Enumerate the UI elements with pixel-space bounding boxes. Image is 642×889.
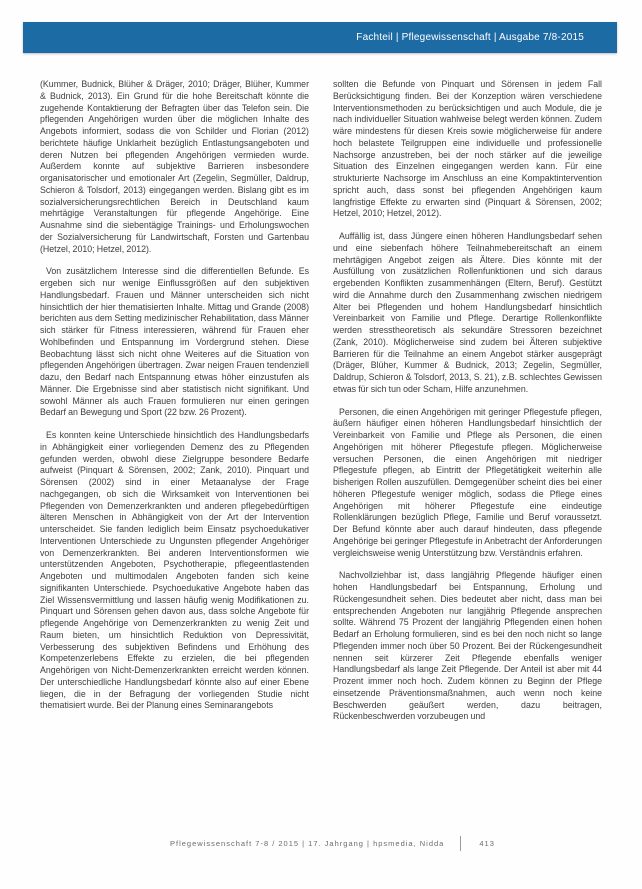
page-footer (170, 836, 495, 851)
text-column-right (333, 79, 602, 734)
paragraph: (Kummer, Budnick, Blüher & Dräger, 2010; Dräger, Blüher, Kummer & Budnick, 2013). Ein Grund für die hohe Bereitschaft könnte die zugehende Kontaktierung der Befragten über das Telefon sein. Die pflegenden Angehörigen wurden über die möglichen Inhalte des Angebots informiert, sodass die von Schilder und Florian (2012) berichtete häufige Unklarheit bezüglich Entlastungsangeboten und deren Nutzen bei pflegenden Angehörigen vermieden wurde. Außerdem konnte auf subjektive Barrieren insbesondere organisatorischer und emotionaler Art (Zegelin, Segmüller, Daldrup, Schieron & Tolsdorf, 2013) eingegangen werden. Bislang gibt es im sozialversicherungsrechtlichen Bereich in Deutschland kaum mehrtägige Veranstaltungen für pflegende Angehörige. Eine Ausnahme sind die siebentägige Trainings- und Erholungswochen der Sozialversicherung für Landwirtschaft, Forsten und Gartenbau (Hetzel, 2010; Hetzel, 2012). (40, 79, 309, 254)
header-bar (23, 22, 617, 53)
paragraph: Von zusätzlichem Interesse sind die differentiellen Befunde. Es ergeben sich nur wenige Einflussgrößen auf den subjektiven Handlungsbedarf. Frauen und Männer unterscheiden sich nicht hinsichtlich der hier thematisierten Inhalte. Mittag und Grande (2008) berichten aus dem Setting medizinischer Rehabilitation, dass Männer sich stärker für Fitness interessieren, während für Frauen eher Wohlbefinden und Entspannung im Vordergrund stehen. Diese Beobachtung lässt sich nicht ohne Weiteres auf die Situation von pflegenden Angehörigen übertragen. Zwar neigen Frauen tendenziell dazu, den Bedarf nach Entspannung etwas höher einzustufen als Männer. Die Ergebnisse sind aber statistisch nicht signifikant. Und sowohl Männer als auch Frauen formulieren nur einen geringen Bedarf an Bewegung und Sport (22 bzw. 26 Prozent). (40, 266, 309, 418)
paragraph: Auffällig ist, dass Jüngere einen höheren Handlungsbedarf sehen und eine siebenfach höhere Teilnahmebereitschaft an einem mehrtägigen Angebot zeigen als Ältere. Dies könnte mit der Ausfüllung von zusätzlichen Rollenfunktionen und sich daraus ergebenden Konflikten zusammenhängen (Eltern, Beruf). Gestützt wird die Annahme durch den Zusammenhang zwischen niedrigem Alter bei Pflegenden und hohem Handlungsbedarf hinsichtlich Vereinbarkeit von Familie und Pflege. Derartige Rollenkonflikte werden stresstheoretisch als sekundäre Stressoren bezeichnet (Zank, 2010). Möglicherweise sind zudem bei Älteren subjektive Barrieren für die Teilnahme an einem Angebot stärker ausgeprägt (Dräger, Blüher, Kummer & Budnick, 2013; Zegelin, Segmüller, Daldrup, Schieron & Tolsdorf, 2013, S. 21), z.B. schlechtes Gewissen etwas für sich tun oder Scham, Hilfe anzunehmen. (333, 231, 602, 394)
text-column-left (40, 79, 309, 734)
paragraph: Es konnten keine Unterschiede hinsichtlich des Handlungsbedarfs in Abhängigkeit einer vorliegenden Demenz des zu Pflegenden gefunden werden, obwohl diese Zielgruppe besondere Bedarfe aufweist (Pinquart & Sörensen, 2002; Zank, 2010). Pinquart und Sörensen (2002) sind in einer Metaanalyse der Frage nachgegangen, ob sich die Wirksamkeit von Interventionen bei Pflegenden von Demenzerkrankten und anderen pflegebedürftigen älteren Menschen in Abhängigkeit von der Art der Intervention unterscheidet. Sie fanden lediglich beim Einsatz psychoedukativer Interventionen Unterschiede zu Ungunsten pflegender Angehöriger von Demenzerkrankten. Bei anderen Interventionsformen wie unterstützenden Angeboten, Psychotherapie, pflegeentlastenden Angeboten und multimodalen Angeboten fanden sich keine signifikanten Unterschiede. Psychoedukative Angebote haben das Ziel Wissensvermittlung und lassen häufig wenig Modifikationen zu. Pinquart und Sörensen gehen davon aus, dass solche Angebote für pflegende Angehörige von Demenzerkrankten zu wenig Zeit und Raum bieten, um hinsichtlich Reduktion von Depressivität, Verbesserung des subjektiven Befindens und Erhöhung des Kompetenzerlebens Effekte zu erzielen, die bei pflegenden Angehörigen von Nicht-Demenzerkrankten erreicht werden können. Der unterschiedliche Handlungsbedarf könnte also auf einer Ebene liegen, die in der Befragung der vorliegenden Studie nicht thematisiert wurde. Bei der Planung eines Seminarangebots (40, 430, 309, 711)
page-number: 413 (479, 839, 495, 848)
article-body (40, 79, 602, 734)
paragraph: sollten die Befunde von Pinquart und Sörensen in jedem Fall Berücksichtigung finden. Bei der Konzeption wären verschiedene Interventionsmethoden zu berücksichtigen und auch Module, die je nach individueller Situation wahlweise belegt werden können. Zudem wäre mindestens für diesen Kreis sowie möglicherweise für andere hoch belastete Teilgruppen eine individuelle und professionelle Nachsorge anzustreben, bei der noch stärker auf die jeweilige Situation des Einzelnen eingegangen werden kann. Für eine strukturierte Nachsorge im Anschluss an eine Kompaktintervention spricht auch, dass sonst bei pflegenden Angehörigen kaum langfristige Effekte zu erwarten sind (Pinquart & Sörensen, 2002; Hetzel, 2010; Hetzel, 2012). (333, 79, 602, 219)
footer-journal-info: Pflegewissenschaft 7-8 / 2015 | 17. Jahrgang | hpsmedia, Nidda (170, 839, 445, 848)
footer-divider (460, 836, 461, 851)
paragraph: Personen, die einen Angehörigen mit geringer Pflegestufe pflegen, äußern häufiger einen höheren Handlungsbedarf hinsichtlich der Vereinbarkeit von Familie und Pflege als Personen, die einen Angehörigen mit höherer Pflegestufe pflegen. Möglicherweise versuchen Personen, die einen Angehörigen mit niedriger Pflegestufe pflegen, ab Eintritt der Pflegetätigkeit weiterhin alle bisherigen Rollen auszufüllen. Demgegenüber scheint dies bei einer höheren Pflegestufe weniger möglich, sodass die Pflege eines Angehörigen mit höherer Pflegestufe eine eindeutige Rollenklärungen bezüglich Pflege, Familie und Beruf voraussetzt. Der Befund könnte aber auch darauf hindeuten, dass pflegende Angehörige bei geringer Pflegestufe in Anbetracht der Anforderungen vergleichsweise wenig Unterstützung bzw. Verständnis erfahren. (333, 406, 602, 558)
paragraph: Nachvollziehbar ist, dass langjährig Pflegende häufiger einen hohen Handlungsbedarf bei Entspannung, Erholung und Rückengesundheit sehen. Dies bedeutet aber nicht, dass man bei entsprechenden Angeboten nur langjährig Pflegende ansprechen sollte. Während 75 Prozent der langjährig Pflegenden einen hohen Bedarf an Erholung formulieren, sind es bei den noch nicht so lange Pflegenden immer noch über 50 Prozent. Bei der Rückengesundheit nennen seit kürzerer Zeit Pflegende ebenfalls weniger Handlungsbedarf als lange Zeit Pflegende. Der Anteil ist aber mit 44 Prozent immer noch hoch. Zudem können zu Beginn der Pflege einsetzende Präventionsmaßnahmen, auch wenn noch keine Beschwerden geäußert werden, dazu beitragen, Rückenbeschwerden vorzubeugen und (333, 570, 602, 722)
header-title: Fachteil | Pflegewissenschaft | Ausgabe 7/8-2015 (356, 32, 584, 43)
